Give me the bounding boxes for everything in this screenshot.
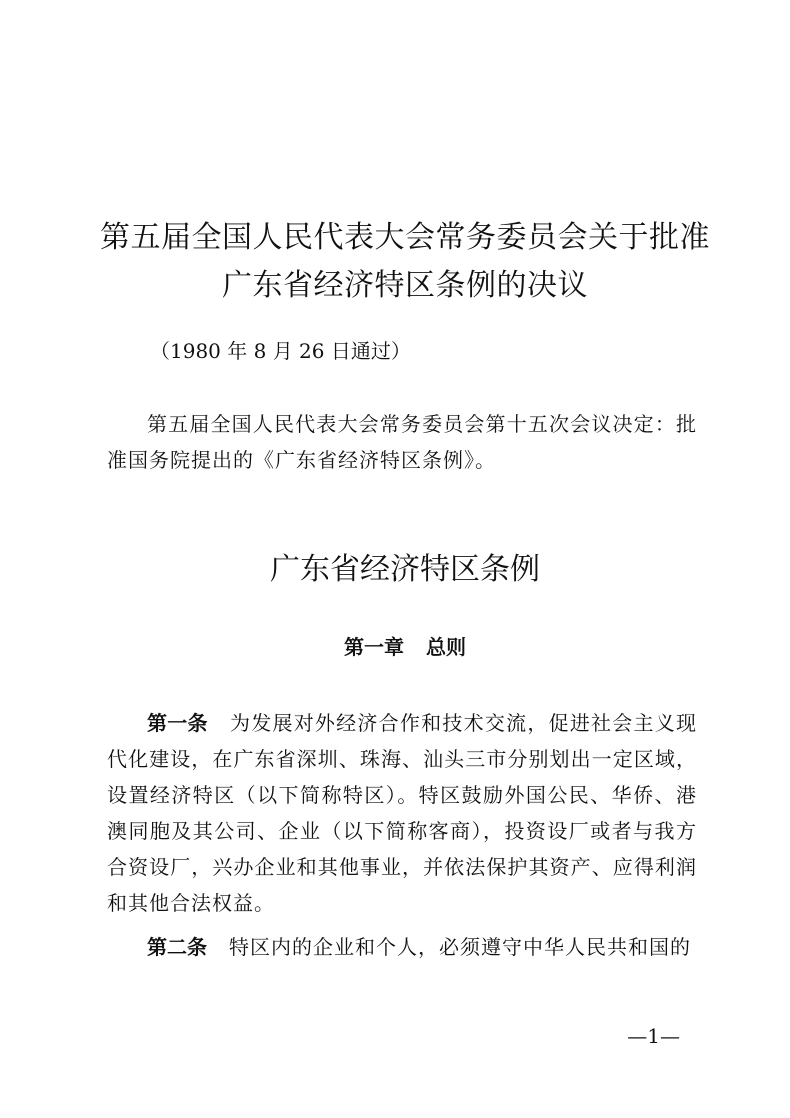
article-text: 特区内的企业和个人，必须遵守中华人民共和国的 bbox=[229, 935, 691, 959]
article-paragraph bbox=[107, 705, 697, 921]
decision-paragraph: 第五届全国人民代表大会常务委员会第十五次会议决定：批准国务院提出的《广东省经济特区条例》。 bbox=[107, 412, 697, 472]
adoption-date-note: （1980 年 8 月 26 日通过） bbox=[150, 339, 411, 363]
document-title-line-1: 第五届全国人民代表大会常务委员会关于批准 bbox=[100, 220, 710, 255]
article-text: 为发展对外经济合作和技术交流，促进社会主义现代化建设，在广东省深圳、珠海、汕头三市分别划出一定区域，设置经济特区（以下简称特区）。特区鼓励外国公民、华侨、港澳同胞及其公司、企业（以下简称客商），投资设厂或者与我方合资设厂，兴办企业和其他事业，并依法保护其资产、应得利润和其他合法权益。 bbox=[107, 711, 698, 915]
chapter-name: 总则 bbox=[426, 635, 466, 659]
document-title bbox=[60, 214, 750, 310]
chapter-number: 第一章 bbox=[344, 635, 404, 659]
article-label: 第二条 bbox=[147, 935, 207, 959]
document-title-line-2: 广东省经济特区条例的决议 bbox=[222, 268, 588, 303]
article-paragraph bbox=[107, 929, 697, 965]
chapter-heading bbox=[60, 632, 750, 662]
regulation-title: 广东省经济特区条例 bbox=[270, 552, 540, 587]
article-label: 第一条 bbox=[147, 711, 208, 735]
page-number: —1— bbox=[627, 1024, 680, 1048]
